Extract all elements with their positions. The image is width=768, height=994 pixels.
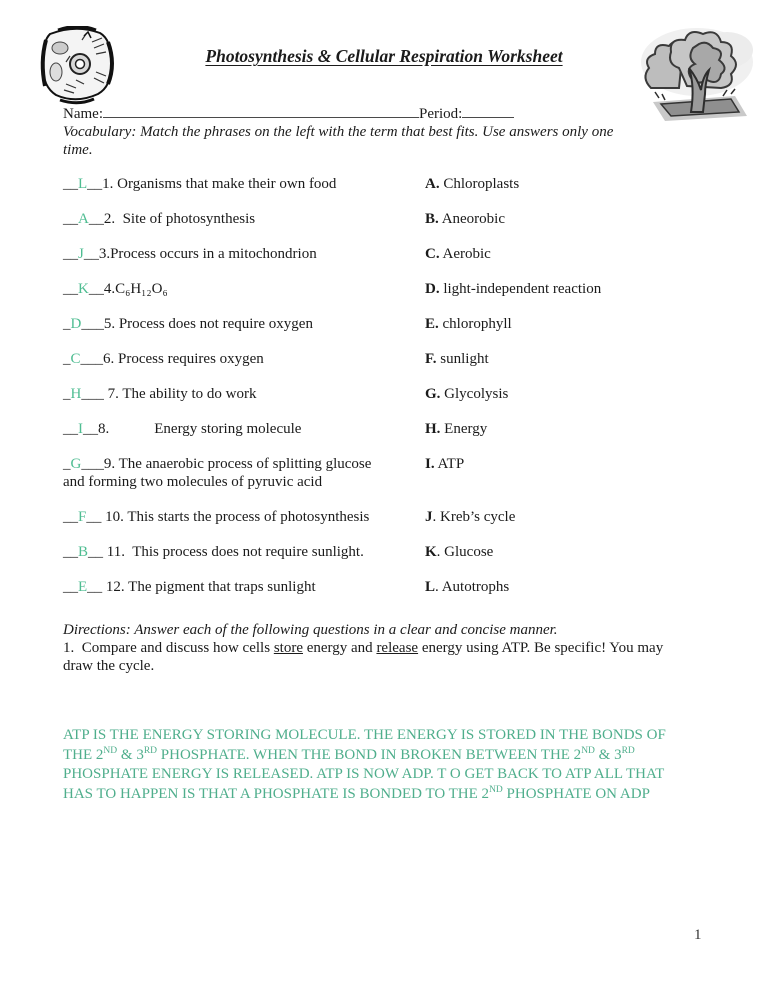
- term-letter: D.: [425, 281, 440, 297]
- answer-blank-line: __: [63, 509, 78, 525]
- period-input-line[interactable]: [462, 103, 514, 118]
- plant-cell-clipart-icon: [36, 26, 120, 106]
- answer-slot[interactable]: [63, 421, 98, 437]
- answer-blank-line: __: [83, 246, 99, 262]
- answer-slot[interactable]: [63, 456, 104, 472]
- answer-letter: G: [70, 456, 82, 472]
- answer-blank-line: __: [63, 579, 78, 595]
- matching-term: [425, 210, 505, 228]
- term-text: Aerobic: [439, 246, 491, 262]
- answer-letter: B: [78, 544, 89, 560]
- matching-term: [425, 175, 519, 193]
- term-letter: I.: [425, 456, 435, 472]
- matching-term: [425, 280, 601, 298]
- term-text: . Glucose: [436, 544, 494, 560]
- term-text: ATP: [434, 456, 465, 472]
- tree-clipart-icon: [631, 24, 757, 124]
- term-text: . Kreb’s cycle: [432, 509, 516, 525]
- answer-letter: I: [78, 421, 83, 437]
- answer-blank-line: __: [87, 176, 103, 192]
- answer-blank-line: _: [63, 316, 71, 332]
- matching-row: [63, 280, 738, 298]
- term-letter: E.: [425, 316, 439, 332]
- matching-row: [63, 210, 738, 228]
- answer-letter: J: [78, 246, 84, 262]
- answer-letter: E: [78, 579, 88, 595]
- term-text: Chloroplasts: [439, 176, 520, 192]
- question-text: 3.Process occurs in a mitochondrion: [98, 246, 317, 262]
- term-text: Glycolysis: [440, 386, 509, 402]
- answer-blank-line: __: [88, 544, 104, 560]
- term-letter: J: [425, 509, 433, 525]
- answer-blank-line: __: [88, 281, 104, 297]
- page-title: Photosynthesis & Cellular Respiration Worksheet: [205, 46, 563, 66]
- matching-question: [63, 578, 425, 596]
- term-letter: A.: [425, 176, 440, 192]
- answer-letter: L: [78, 176, 88, 192]
- matching-term: [425, 245, 491, 263]
- question-text: 2. Site of photosynthesis: [103, 211, 256, 227]
- answer-letter: C: [70, 351, 81, 367]
- question-text: 1. Organisms that make their own food: [102, 176, 337, 192]
- answer-slot[interactable]: [63, 281, 104, 297]
- answer-letter: F: [78, 509, 87, 525]
- matching-question: [63, 175, 425, 193]
- question-text: 5. Process does not require oxygen: [103, 316, 313, 332]
- answer-blank-line: __: [88, 211, 104, 227]
- question-text: 12. The pigment that traps sunlight: [102, 579, 316, 595]
- answer-letter: A: [78, 211, 89, 227]
- answer-blank-line: __: [86, 509, 102, 525]
- matching-question: [63, 315, 425, 333]
- matching-question: [63, 245, 425, 263]
- matching-term: [425, 543, 493, 561]
- question-text: 8. Energy storing molecule: [98, 421, 302, 437]
- name-label: Name:: [63, 106, 103, 122]
- matching-row: [63, 175, 738, 193]
- answer-blank-line: __: [63, 246, 78, 262]
- question-text-line2: and forming two molecules of pyruvic acid: [63, 474, 323, 490]
- term-text: Aneorobic: [438, 211, 505, 227]
- term-letter: B.: [425, 211, 439, 227]
- answer-blank-line: __: [83, 421, 98, 437]
- answer-letter: D: [70, 316, 82, 332]
- matching-term: [425, 455, 464, 491]
- matching-row: [63, 350, 738, 368]
- term-text: . Autotrophs: [435, 579, 510, 595]
- answer-slot[interactable]: [63, 579, 102, 595]
- answer-blank-line: __: [63, 176, 78, 192]
- question-text: 4.C₆H₁₂O₆: [103, 281, 168, 297]
- answer-slot[interactable]: [63, 246, 99, 262]
- answer-blank-line: __: [87, 579, 103, 595]
- answer-blank-line: _: [63, 386, 71, 402]
- term-text: sunlight: [436, 351, 489, 367]
- vocab-instructions: Vocabulary: Match the phrases on the left with the term that best fits. Use answers only one time.: [63, 124, 614, 158]
- answer-blank-line: __: [63, 421, 78, 437]
- answer-blank-line: ___: [81, 386, 104, 402]
- matching-term: [425, 578, 509, 596]
- matching-section: [63, 175, 738, 596]
- matching-term: [425, 508, 515, 526]
- answer-slot[interactable]: [63, 351, 103, 367]
- matching-row: [63, 508, 738, 526]
- name-input-line[interactable]: [103, 103, 419, 118]
- worksheet-content: [0, 103, 768, 804]
- matching-row: [63, 420, 738, 438]
- directions-section: [63, 621, 738, 675]
- answer-slot[interactable]: [63, 211, 104, 227]
- matching-question: [63, 543, 425, 561]
- matching-term: [425, 420, 487, 438]
- answer-slot[interactable]: [63, 176, 102, 192]
- term-letter: C.: [425, 246, 440, 262]
- answer-slot[interactable]: [63, 386, 104, 402]
- question-1-text: 1. Compare and discuss how cells store energy and release energy using ATP. Be specific! You may draw the cycle.: [63, 640, 664, 674]
- matching-question: [63, 508, 425, 526]
- answer-blank-line: ___: [80, 351, 104, 367]
- answer-blank-line: __: [63, 544, 78, 560]
- answer-blank-line: __: [63, 211, 78, 227]
- question-text: 6. Process requires oxygen: [103, 351, 264, 367]
- term-letter: L: [425, 579, 436, 595]
- matching-question: [63, 420, 425, 438]
- student-answer-paragraph[interactable]: ATP IS THE ENERGY STORING MOLECULE. THE ENERGY IS STORED IN THE BONDS OF THE 2ND & 3RD PHOSPHATE. WHEN THE BOND IN BROKEN BETWEEN THE 2ND & 3RD PHOSPHATE ENERGY IS RELEASED. ATP IS NOW ADP. T O GET BACK TO ATP ALL THAT HAS TO HAPPEN IS THAT A PHOSPHATE IS BONDED TO THE 2ND PHOSPHATE ON ADP: [63, 727, 666, 802]
- matching-question: [63, 385, 425, 403]
- answer-slot[interactable]: [63, 544, 103, 560]
- term-text: Energy: [440, 421, 488, 437]
- term-letter: H.: [425, 421, 441, 437]
- matching-row: [63, 578, 738, 596]
- period-label: Period:: [418, 106, 463, 122]
- answer-blank-line: ___: [81, 316, 104, 332]
- matching-question: [63, 280, 425, 298]
- directions-heading: Directions: Answer each of the following questions in a clear and concise manner.: [63, 622, 558, 638]
- page-number: 1: [694, 927, 702, 943]
- answer-blank-line: __: [63, 281, 78, 297]
- term-letter: K: [425, 544, 437, 560]
- term-text: chlorophyll: [438, 316, 512, 332]
- matching-row: [63, 543, 738, 561]
- answer-letter: K: [78, 281, 89, 297]
- matching-question: [63, 455, 425, 491]
- matching-row: [63, 315, 738, 333]
- term-letter: F.: [425, 351, 437, 367]
- term-letter: G.: [425, 386, 441, 402]
- answer-blank-line: ___: [81, 456, 104, 472]
- matching-row: [63, 245, 738, 263]
- question-text: 9. The anaerobic process of splitting glucose: [103, 456, 372, 472]
- answer-blank-line: _: [63, 456, 71, 472]
- question-text: 11. This process does not require sunlight.: [103, 544, 364, 560]
- term-text: light-independent reaction: [439, 281, 602, 297]
- question-text: 7. The ability to do work: [103, 386, 257, 402]
- matching-row: [63, 385, 738, 403]
- answer-slot[interactable]: [63, 509, 101, 525]
- question-text: 10. This starts the process of photosynthesis: [101, 509, 370, 525]
- matching-term: [425, 385, 508, 403]
- answer-blank-line: _: [63, 351, 71, 367]
- answer-letter: H: [70, 386, 82, 402]
- matching-term: [425, 315, 512, 333]
- matching-row: [63, 455, 738, 491]
- answer-slot[interactable]: [63, 316, 104, 332]
- matching-question: [63, 210, 425, 228]
- matching-question: [63, 350, 425, 368]
- matching-term: [425, 350, 489, 368]
